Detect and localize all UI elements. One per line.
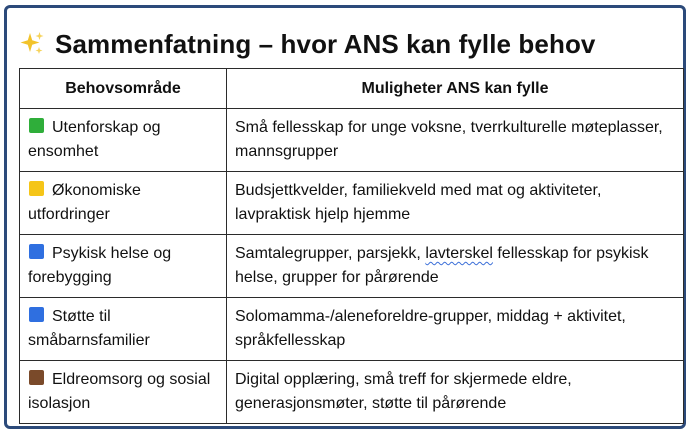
title-row [19,26,596,62]
need-area-cell [20,298,227,361]
need-area-label: Økonomiske utfordringer [28,182,141,223]
need-area-label: Utenforskap og ensomhet [28,119,161,160]
options-text: Digital opplæring, små treff for skjermede eldre, generasjonsmøter, støtte til pårørende [235,371,572,412]
summary-table [19,68,684,424]
blue-square-icon [29,244,44,259]
options-text-end: fellesskap for psykisk helse, grupper for pårørende [235,245,649,286]
need-area-label: Psykisk helse og forebygging [28,245,172,286]
options-text: Solomamma-/aleneforeldre-grupper, middag + aktivitet, språkfellesskap [235,308,626,349]
options-cell [227,172,684,235]
sparkles-icon [19,31,45,57]
options-text: Budsjettkvelder, familiekveld med mat og aktiviteter, lavpraktisk hjelp hjemme [235,182,602,223]
spellcheck-marked-word: lavterskel [425,245,493,262]
options-cell [227,109,684,172]
table-row [20,172,684,235]
table-row [20,109,684,172]
options-cell [227,298,684,361]
options-cell [227,361,684,424]
yellow-square-icon [29,181,44,196]
need-area-cell [20,109,227,172]
need-area-cell [20,235,227,298]
table-row [20,298,684,361]
green-square-icon [29,118,44,133]
slide-frame [4,5,686,429]
column-header-need-area: Behovsområde [20,69,227,109]
blue-square-icon [29,307,44,322]
table-row [20,361,684,424]
need-area-label: Eldreomsorg og sosial isolasjon [28,371,211,412]
table-row [20,235,684,298]
page-title: Sammenfatning – hvor ANS kan fylle behov [55,28,596,59]
options-text-start: Samtalegrupper, parsjekk, [235,245,426,262]
column-header-options: Muligheter ANS kan fylle [227,69,684,109]
need-area-label: Støtte til småbarnsfamilier [28,308,150,349]
brown-square-icon [29,370,44,385]
need-area-cell [20,361,227,424]
options-cell [227,235,684,298]
table-header-row [20,69,684,109]
options-text: Små fellesskap for unge voksne, tverrkulturelle møteplasser, mannsgrupper [235,119,663,160]
need-area-cell [20,172,227,235]
